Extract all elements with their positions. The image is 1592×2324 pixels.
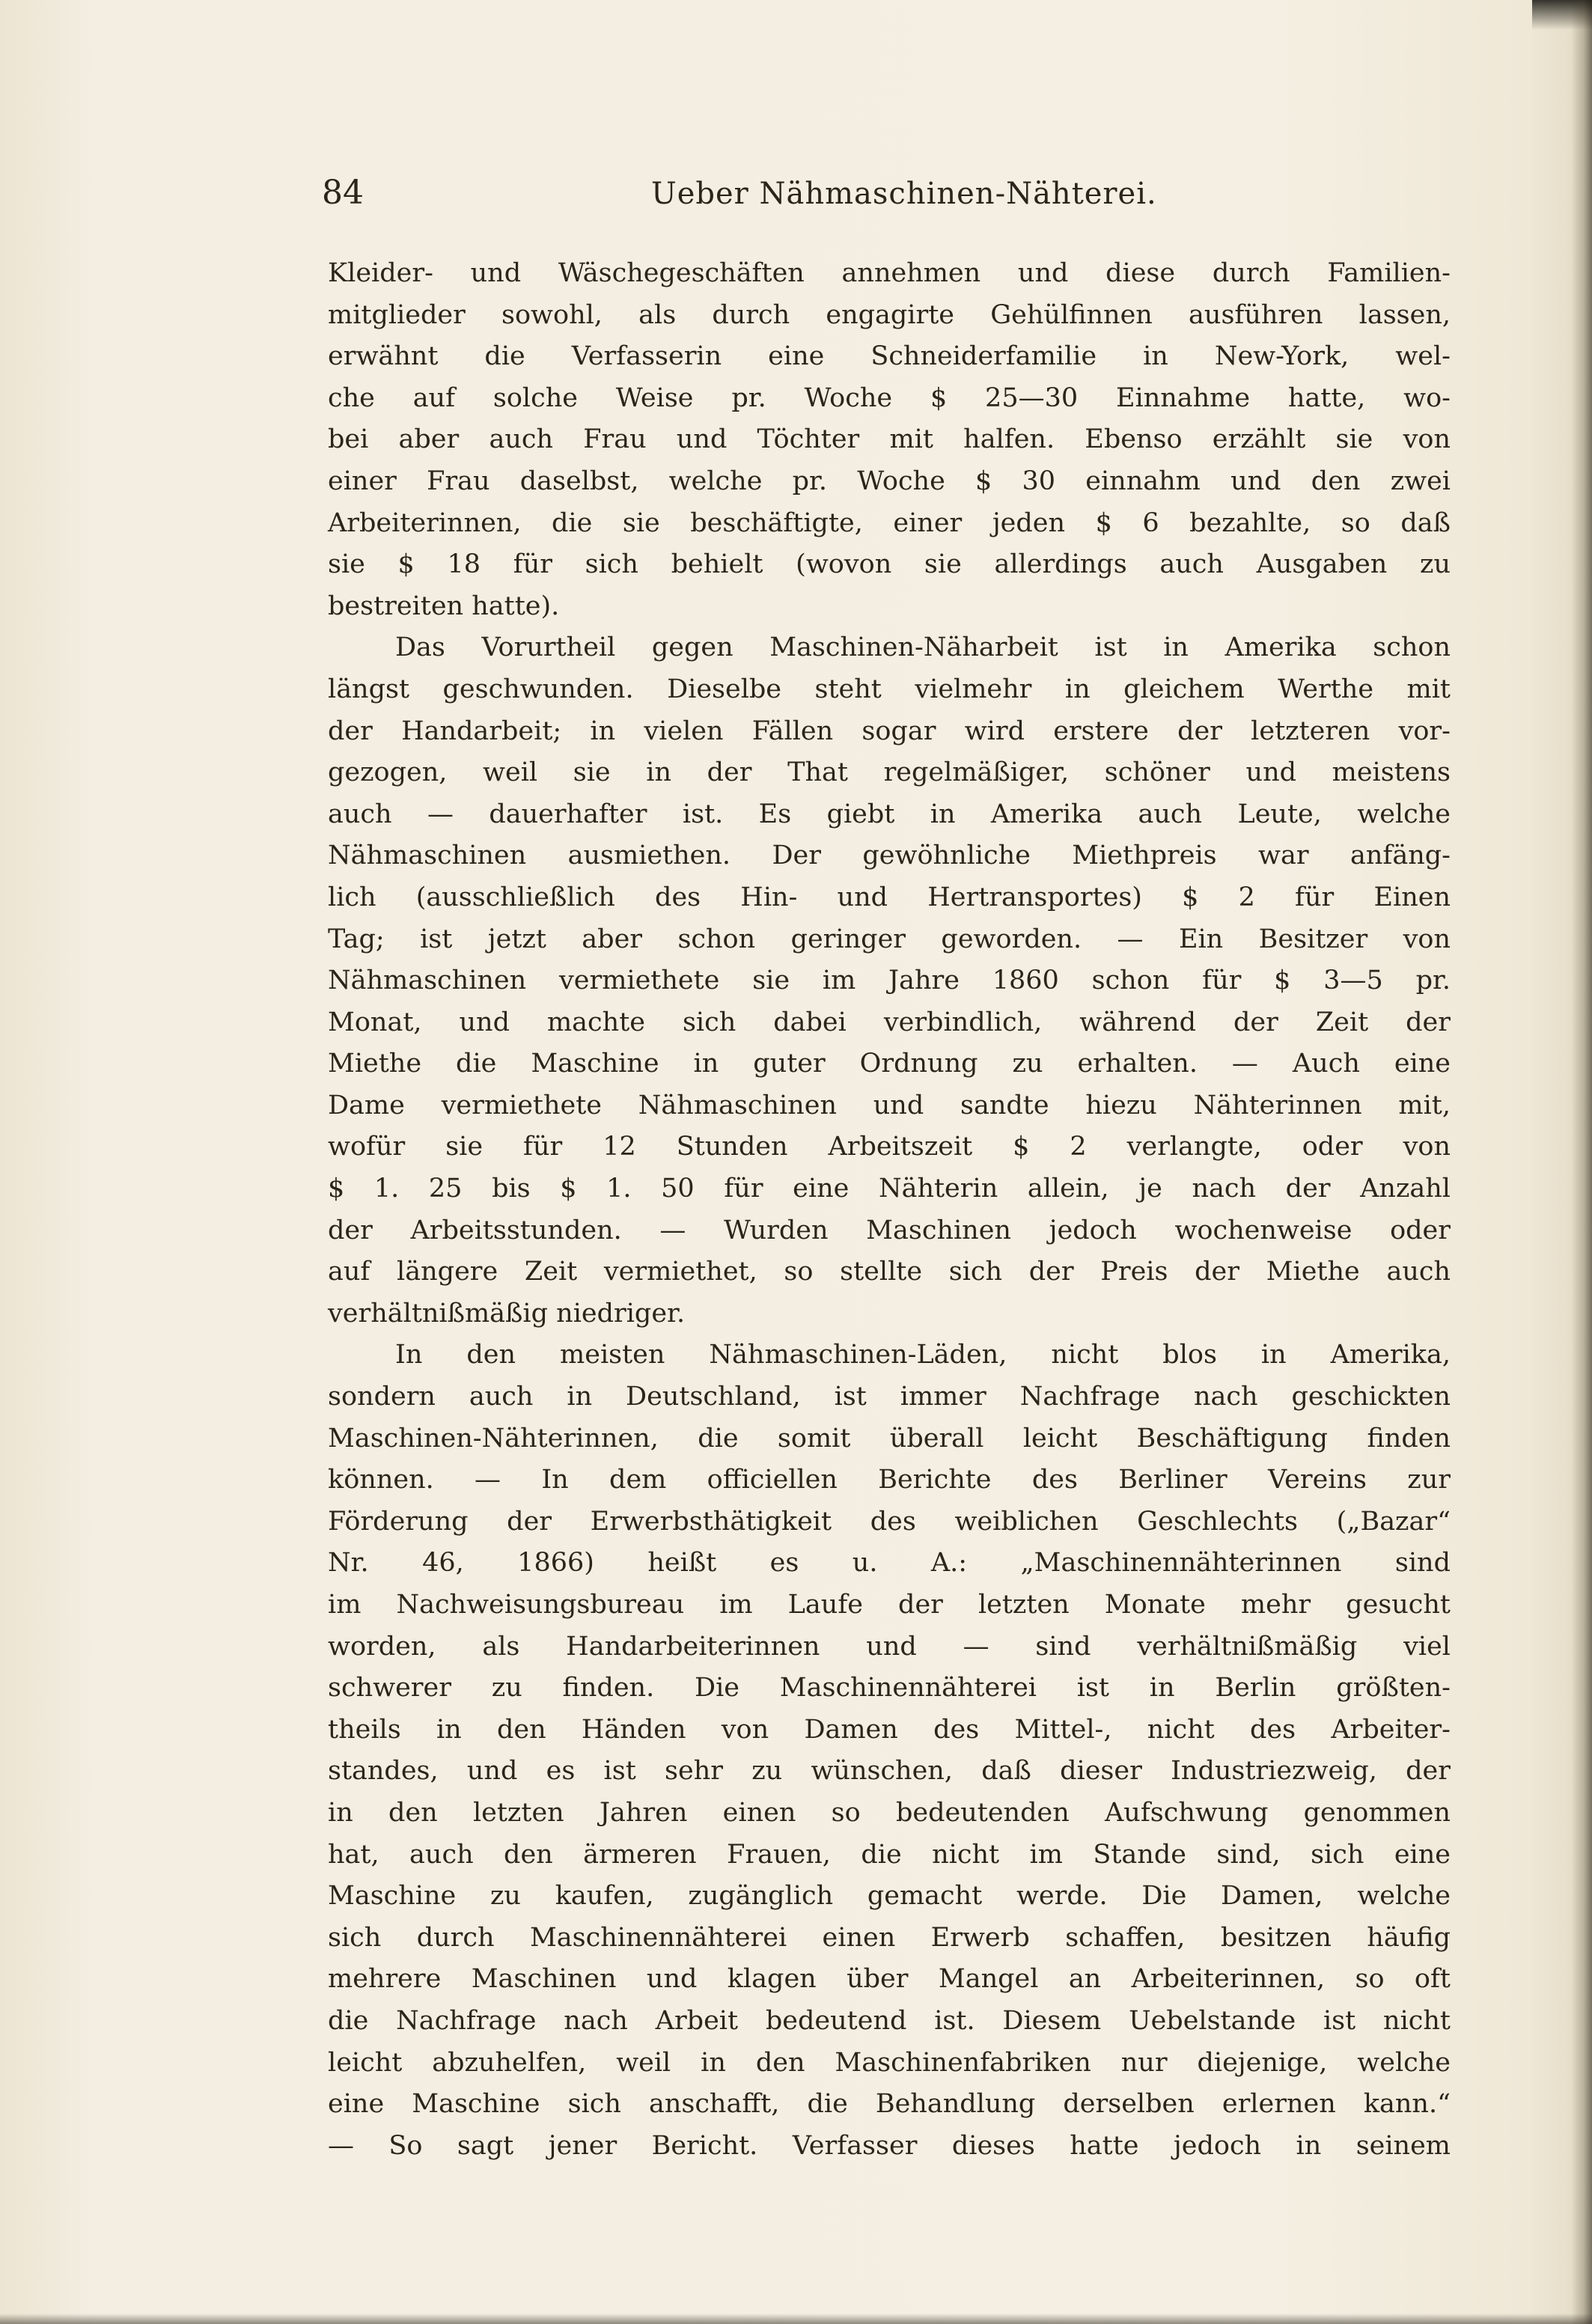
text-line: auf längere Zeit vermiethet, so stellte sich der Preis der Miethe auch	[328, 1257, 1451, 1287]
text-line: wofür sie für 12 Stunden Arbeitszeit $ 2 verlangte, oder von	[328, 1132, 1451, 1162]
text-line: auch — dauerhafter ist. Es giebt in Amerika auch Leute, welche	[328, 799, 1451, 829]
text-line: lich (ausschließlich des Hin- und Hertransportes) $ 2 für Einen	[328, 882, 1451, 912]
text-line: die Nachfrage nach Arbeit bedeutend ist. Diesem Uebelstande ist nicht	[328, 2005, 1451, 2036]
text-line: längst geschwunden. Dieselbe steht vielmehr in gleichem Werthe mit	[328, 674, 1451, 704]
text-line: Maschinen-Nähterinnen, die somit überall leicht Beschäftigung finden	[328, 1423, 1451, 1454]
text-line: in den letzten Jahren einen so bedeutenden Aufschwung genommen	[328, 1797, 1451, 1828]
binding-shadow	[1571, 0, 1592, 2324]
text-line: Nähmaschinen ausmiethen. Der gewöhnliche Miethpreis war anfäng-	[328, 841, 1451, 871]
text-line: $ 1. 25 bis $ 1. 50 für eine Nähterin allein, je nach der Anzahl	[328, 1174, 1451, 1204]
text-line: Nähmaschinen vermiethete sie im Jahre 1860 schon für $ 3—5 pr.	[328, 966, 1451, 996]
page-header	[322, 174, 1460, 219]
text-line: können. — In dem officiellen Berichte des Berliner Vereins zur	[328, 1465, 1451, 1495]
text-line: schwerer zu finden. Die Maschinennähterei ist in Berlin größten-	[328, 1673, 1451, 1704]
running-title: Ueber Nähmaschinen-Nähterei.	[651, 177, 1157, 211]
body-text	[328, 253, 1451, 2167]
text-line: der Handarbeit; in vielen Fällen sogar wird erstere der letzteren vor-	[328, 716, 1451, 746]
text-line: gezogen, weil sie in der That regelmäßiger, schöner und meistens	[328, 757, 1451, 788]
text-line: sie $ 18 für sich behielt (wovon sie allerdings auch Ausgaben zu	[328, 549, 1451, 580]
text-line: Arbeiterinnen, die sie beschäftigte, einer jeden $ 6 bezahlte, so daß	[328, 507, 1451, 538]
text-line: Nr. 46, 1866) heißt es u. A.: „Maschinennähterinnen sind	[328, 1548, 1451, 1579]
text-line: worden, als Handarbeiterinnen und — sind verhältnißmäßig viel	[328, 1631, 1451, 1662]
text-line: Maschine zu kaufen, zugänglich gemacht werde. Die Damen, welche	[328, 1881, 1451, 1912]
text-line: bei aber auch Frau und Töchter mit halfen. Ebenso erzählt sie von	[328, 424, 1451, 455]
page-number: 84	[322, 174, 364, 212]
text-line: sondern auch in Deutschland, ist immer Nachfrage nach geschickten	[328, 1382, 1451, 1412]
text-line: Miethe die Maschine in guter Ordnung zu erhalten. — Auch eine	[328, 1049, 1451, 1079]
text-line: Kleider- und Wäschegeschäften annehmen und diese durch Familien-	[328, 258, 1451, 288]
text-line: Monat, und machte sich dabei verbindlich, während der Zeit der	[328, 1007, 1451, 1037]
text-line: der Arbeitsstunden. — Wurden Maschinen jedoch wochenweise oder	[328, 1215, 1451, 1245]
text-line: Förderung der Erwerbsthätigkeit des weiblichen Geschlechts („Bazar“	[328, 1506, 1451, 1537]
text-line: bestreiten hatte).	[328, 591, 560, 621]
text-line: Das Vorurtheil gegen Maschinen-Näharbeit ist in Amerika schon	[395, 632, 1451, 663]
text-line: verhältnißmäßig niedriger.	[328, 1298, 686, 1329]
text-line: In den meisten Nähmaschinen-Läden, nicht blos in Amerika,	[395, 1340, 1451, 1370]
text-line: theils in den Händen von Damen des Mittel-, nicht des Arbeiter-	[328, 1714, 1451, 1745]
text-line: mitglieder sowohl, als durch engagirte Gehülfinnen ausführen lassen,	[328, 299, 1451, 330]
text-line: eine Maschine sich anschafft, die Behandlung derselben erlernen kann.“	[328, 2089, 1451, 2120]
text-line: Tag; ist jetzt aber schon geringer geworden. — Ein Besitzer von	[328, 924, 1451, 954]
text-line: erwähnt die Verfasserin eine Schneiderfamilie in New-York, wel-	[328, 341, 1451, 372]
text-line: im Nachweisungsbureau im Laufe der letzten Monate mehr gesucht	[328, 1590, 1451, 1620]
text-line: che auf solche Weise pr. Woche $ 25—30 Einnahme hatte, wo-	[328, 382, 1451, 413]
text-line: einer Frau daselbst, welche pr. Woche $ 30 einnahm und den zwei	[328, 466, 1451, 496]
text-line: hat, auch den ärmeren Frauen, die nicht im Stande sind, sich eine	[328, 1839, 1451, 1870]
text-line: sich durch Maschinennähterei einen Erwerb schaffen, besitzen häufig	[328, 1922, 1451, 1953]
text-line: Dame vermiethete Nähmaschinen und sandte hiezu Nähterinnen mit,	[328, 1090, 1451, 1120]
text-line: standes, und es ist sehr zu wünschen, daß dieser Industriezweig, der	[328, 1756, 1451, 1787]
page-bottom-edge	[0, 2314, 1592, 2324]
text-line: leicht abzuhelfen, weil in den Maschinenfabriken nur diejenige, welche	[328, 2047, 1451, 2078]
text-line: mehrere Maschinen und klagen über Mangel an Arbeiterinnen, so oft	[328, 1964, 1451, 1995]
text-line: — So sagt jener Bericht. Verfasser dieses hatte jedoch in seinem	[328, 2130, 1451, 2161]
